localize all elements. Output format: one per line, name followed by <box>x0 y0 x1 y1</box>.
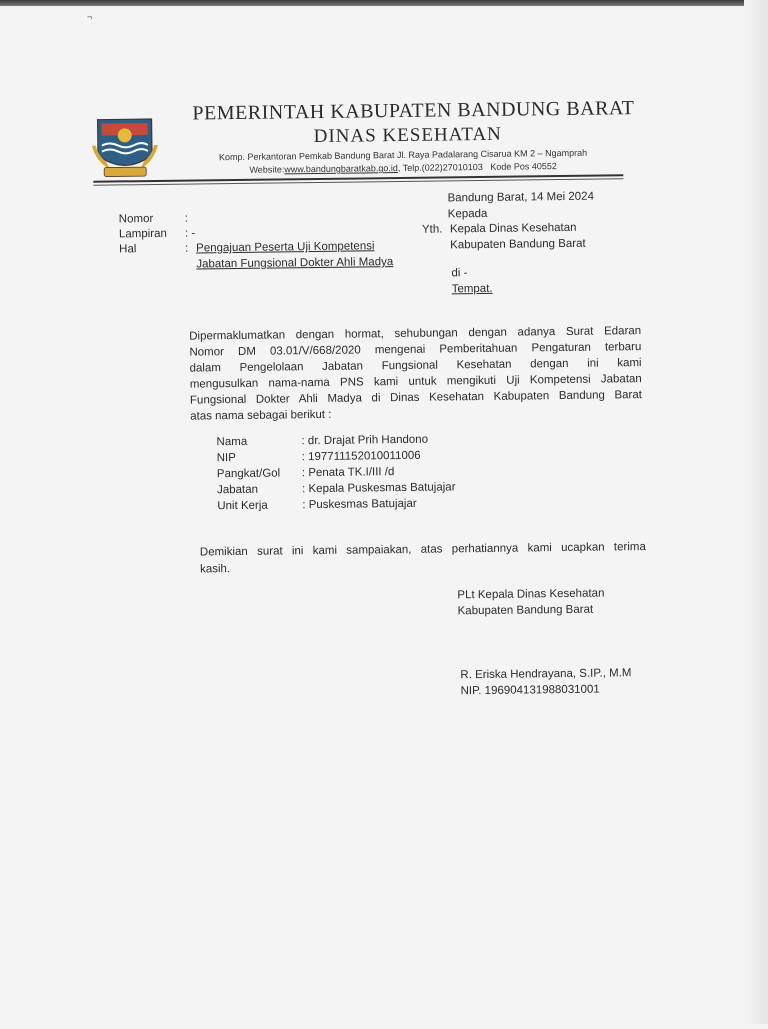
detail-label-pangkat: Pangkat/Gol <box>216 467 281 481</box>
hal-line1: Pengajuan Peserta Uji Kompetensi <box>196 240 375 255</box>
letterhead-address: Komp. Perkantoran Pemkab Bandung Barat Jl. Raya Padalarang Cisarua KM 2 – Ngamprah <box>218 147 588 163</box>
regency-logo <box>90 115 161 182</box>
body-line: Fungsional Dokter Ahli Madya di Dinas Kesehatan Kabupaten Bandung Barat <box>189 389 643 407</box>
detail-label-nama: Nama <box>216 435 248 449</box>
closing-paragraph <box>200 539 646 578</box>
body-paragraph <box>189 323 642 425</box>
letterhead-subtitle: DINAS KESEHATAN <box>313 123 502 148</box>
hal-label: Hal <box>119 243 137 256</box>
recipient-kepada: Kepada <box>447 207 488 221</box>
margin-mark: ¬ <box>87 12 93 22</box>
signature-nip: NIP. 196904131988031001 <box>460 683 600 698</box>
body-line: Dipermaklumatkan dengan hormat, sehubungan dengan adanya Surat Edaran <box>189 325 642 343</box>
detail-label-nip: NIP <box>216 452 236 465</box>
lampiran-value: : - <box>184 227 196 240</box>
detail-value-nip: : 197711152010011006 <box>301 449 421 464</box>
nomor-value: : <box>184 212 189 225</box>
closing-line2: kasih. <box>199 563 231 576</box>
body-line: atas nama sebagai berikut : <box>190 408 332 423</box>
closing-line1: Demikian surat ini kami sampaiakan, atas perhatiannya kami ucapkan terima <box>199 541 646 559</box>
body-line: mengusulkan nama-nama PNS kami untuk mengikuti Uji Kompetensi Jabatan <box>189 373 642 391</box>
detail-value-nama: : dr. Drajat Prih Handono <box>301 433 429 448</box>
detail-label-jabatan: Jabatan <box>217 483 259 497</box>
hal-line2: Jabatan Fungsional Dokter Ahli Madya <box>196 256 394 271</box>
body-line: Nomor DM 03.01/V/668/2020 mengenai Pemberitahuan Pengaturan terbaru <box>189 341 642 359</box>
detail-label-unit-kerja: Unit Kerja <box>217 499 268 513</box>
letter-date: Bandung Barat, 14 Mei 2024 <box>447 190 595 205</box>
website-label: Website: <box>249 164 285 175</box>
signature-position2: Kabupaten Bandung Barat <box>457 603 594 618</box>
website-link[interactable]: www.bandungbaratkab.go.id <box>284 163 398 175</box>
lampiran-label: Lampiran <box>118 227 167 241</box>
hal-colon: : <box>185 242 189 255</box>
recipient-line2: Kabupaten Bandung Barat <box>450 237 586 252</box>
recipient-yth: Yth. <box>421 223 443 236</box>
postal-code: Kode Pos 40552 <box>490 161 557 172</box>
recipient-di: di - <box>451 267 468 280</box>
signature-position1: PLt Kepala Dinas Kesehatan <box>457 587 605 602</box>
phone: Telp.(022)27010103 <box>402 161 483 173</box>
letterhead-contact: Website:www.bandungbaratkab.go.id, Telp.(022)27010103 Kode Pos 40552 <box>249 161 557 175</box>
detail-value-pangkat: : Penata TK.I/III /d <box>301 466 395 480</box>
recipient-tempat: Tempat. <box>451 282 493 296</box>
signature-name: R. Eriska Hendrayana, S.IP., M.M <box>460 667 632 682</box>
recipient-line1: Kepala Dinas Kesehatan <box>449 221 577 236</box>
letterhead-title: PEMERINTAH KABUPATEN BANDUNG BARAT <box>192 97 635 125</box>
detail-value-unit-kerja: : Puskesmas Batujajar <box>302 497 417 512</box>
body-line: dalam Pengelolaan Jabatan Fungsional Kesehatan dengan ini kami <box>189 357 642 375</box>
nomor-label: Nomor <box>118 213 154 226</box>
detail-value-jabatan: : Kepala Puskesmas Batujajar <box>302 481 456 496</box>
